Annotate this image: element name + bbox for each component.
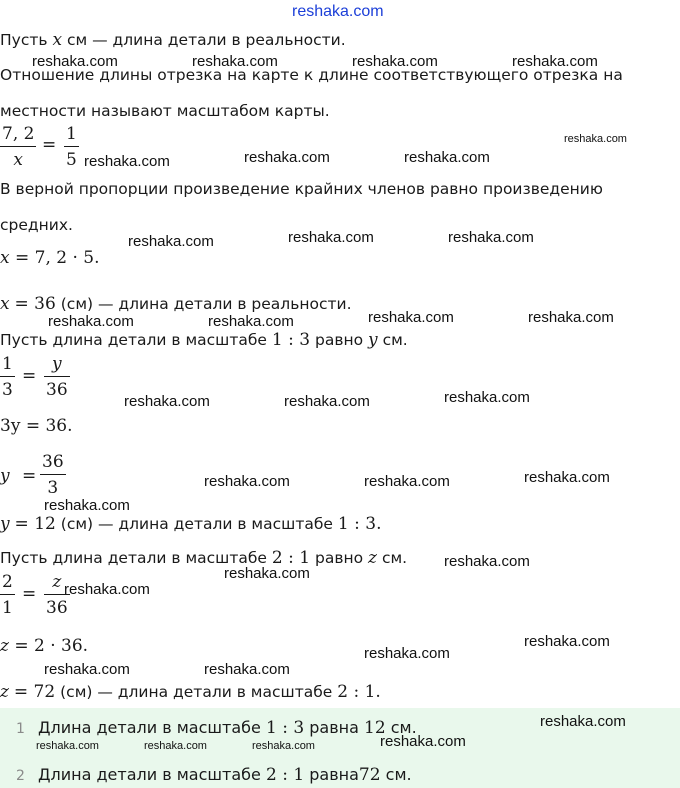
fraction-2-over-1: 2 1 <box>2 572 13 618</box>
fraction-z-over-36: z 36 <box>46 572 68 618</box>
watermark: reshaka.com <box>352 53 438 70</box>
watermark: reshaka.com <box>444 553 530 570</box>
fraction-1-over-5: 1 5 <box>66 124 77 170</box>
solution-line-5: средних. <box>0 216 73 234</box>
fraction-7-2-over-x: 7, 2 x <box>2 124 35 170</box>
watermark: reshaka.com <box>124 393 210 410</box>
watermark: reshaka.com <box>288 229 374 246</box>
equation-y-result: y = 12 (см) — длина детали в масштабе 1 : 3. <box>0 514 382 534</box>
watermark: reshaka.com <box>444 389 530 406</box>
watermark: reshaka.com <box>224 565 310 582</box>
solution-line-2: Отношение длины отрезка на карте к длине соответствующего отрезка на <box>0 66 623 84</box>
fraction-36-over-3: 36 3 <box>42 452 64 498</box>
watermark: reshaka.com <box>208 313 294 330</box>
fraction-y-over-36: y 36 <box>46 354 68 400</box>
watermark: reshaka.com <box>380 733 466 750</box>
equation-z-result: z = 72 (см) — длина детали в масштабе 2 : 1. <box>0 682 381 702</box>
solution-line-6: Пусть длина детали в масштабе 1 : 3 равно y см. <box>0 330 408 350</box>
watermark: reshaka.com <box>252 740 315 752</box>
watermark: reshaka.com <box>64 581 150 598</box>
watermark: reshaka.com <box>564 133 627 145</box>
equals-sign: = <box>42 135 57 155</box>
equation-x-result: x = 36 (см) — длина детали в реальности. <box>0 294 352 314</box>
watermark: reshaka.com <box>204 473 290 490</box>
watermark: reshaka.com <box>192 53 278 70</box>
watermark: reshaka.com <box>404 149 490 166</box>
watermark: reshaka.com <box>540 713 626 730</box>
answer-number: 1 <box>16 721 25 737</box>
answer-2: Длина детали в масштабе 2 : 1 равна72 см. <box>38 765 412 785</box>
watermark: reshaka.com <box>364 645 450 662</box>
equation-x-product: x = 7, 2 · 5. <box>0 248 100 268</box>
equals-sign: = <box>22 584 37 604</box>
answer-1: Длина детали в масштабе 1 : 3 равна 12 см. <box>38 718 417 738</box>
watermark: reshaka.com <box>36 740 99 752</box>
watermark: reshaka.com <box>364 473 450 490</box>
solution-line-7: Пусть длина детали в масштабе 2 : 1 равно z см. <box>0 548 408 568</box>
equals-sign: = <box>22 466 37 486</box>
watermark: reshaka.com <box>44 661 130 678</box>
site-brand-link[interactable]: reshaka.com <box>292 3 384 20</box>
watermark: reshaka.com <box>448 229 534 246</box>
watermark: reshaka.com <box>204 661 290 678</box>
watermark: reshaka.com <box>524 469 610 486</box>
solution-line-1: Пусть x см — длина детали в реальности. <box>0 30 346 50</box>
watermark: reshaka.com <box>524 633 610 650</box>
watermark: reshaka.com <box>512 53 598 70</box>
watermark: reshaka.com <box>84 153 170 170</box>
watermark: reshaka.com <box>244 149 330 166</box>
answer-number: 2 <box>16 768 25 784</box>
equation-z-product: z = 2 · 36. <box>0 636 89 656</box>
watermark: reshaka.com <box>128 233 214 250</box>
watermark: reshaka.com <box>528 309 614 326</box>
watermark: reshaka.com <box>48 313 134 330</box>
watermark: reshaka.com <box>368 309 454 326</box>
watermark: reshaka.com <box>44 497 130 514</box>
watermark: reshaka.com <box>144 740 207 752</box>
watermark: reshaka.com <box>32 53 118 70</box>
fraction-1-over-3: 1 3 <box>2 354 13 400</box>
equation-y-var: y <box>0 466 10 486</box>
equation-3y: 3y = 36. <box>0 416 73 436</box>
watermark: reshaka.com <box>284 393 370 410</box>
solution-line-3: местности называют масштабом карты. <box>0 102 330 120</box>
equals-sign: = <box>22 366 37 386</box>
solution-line-4: В верной пропорции произведение крайних членов равно произведению <box>0 180 603 198</box>
